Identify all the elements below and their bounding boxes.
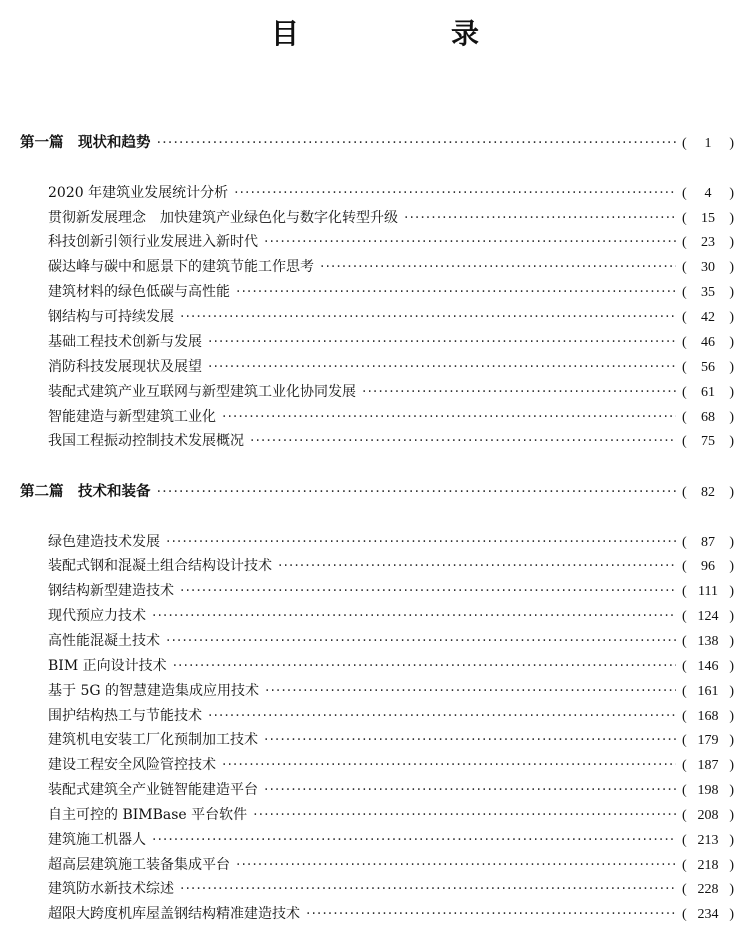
- entry-title: 钢结构与可持续发展: [48, 309, 174, 325]
- page-number: ( 1 ): [682, 136, 734, 151]
- page-number: ( 228 ): [682, 882, 734, 897]
- dot-leader: [157, 132, 677, 154]
- page-number: ( 213 ): [682, 833, 734, 848]
- page-number: ( 124 ): [682, 609, 734, 624]
- toc-entry[interactable]: [48, 331, 734, 353]
- dot-leader: [253, 804, 676, 826]
- entry-title: 碳达峰与碳中和愿景下的建筑节能工作思考: [48, 259, 314, 275]
- entry-title: 装配式建筑产业互联网与新型建筑工业化协同发展: [48, 384, 356, 400]
- dot-leader: [222, 754, 676, 776]
- entry-title: 我国工程振动控制技术发展概况: [48, 433, 244, 449]
- page-number: ( 15 ): [682, 211, 734, 226]
- dot-leader: [173, 655, 676, 677]
- toc-entry[interactable]: [48, 430, 734, 452]
- entry-title: 消防科技发展现状及展望: [48, 359, 202, 375]
- toc-entry[interactable]: [48, 605, 734, 627]
- dot-leader: [166, 630, 676, 652]
- page-number: ( 75 ): [682, 434, 734, 449]
- dot-leader: [208, 356, 676, 378]
- dot-leader: [234, 182, 676, 204]
- toc-entry[interactable]: [48, 829, 734, 851]
- toc-entry[interactable]: [48, 903, 734, 925]
- page-number: ( 161 ): [682, 684, 734, 699]
- page-number: ( 87 ): [682, 535, 734, 550]
- entry-title: 装配式建筑全产业链智能建造平台: [48, 782, 258, 798]
- entry-title: 超限大跨度机库屋盖钢结构精准建造技术: [48, 906, 300, 922]
- toc-entry[interactable]: [48, 705, 734, 727]
- entry-title: 自主可控的 BIMBase 平台软件: [48, 807, 248, 823]
- page-number: ( 4 ): [682, 186, 734, 201]
- page-number: ( 146 ): [682, 659, 734, 674]
- dot-leader: [250, 430, 676, 452]
- toc-entry[interactable]: [48, 381, 734, 403]
- page-number: ( 168 ): [682, 709, 734, 724]
- toc-entry[interactable]: [48, 754, 734, 776]
- dot-leader: [152, 829, 676, 851]
- toc-entry[interactable]: [48, 854, 734, 876]
- dot-leader: [278, 555, 676, 577]
- entry-title: 围护结构热工与节能技术: [48, 708, 202, 724]
- dot-leader: [180, 580, 676, 602]
- entry-title: 智能建造与新型建筑工业化: [48, 409, 216, 425]
- toc-entry[interactable]: [48, 630, 734, 652]
- toc-entry[interactable]: [48, 580, 734, 602]
- toc-entry[interactable]: [48, 231, 734, 253]
- part-heading-2[interactable]: [20, 481, 734, 503]
- toc-entry[interactable]: [48, 281, 734, 303]
- entry-title: 绿色建造技术发展: [48, 534, 160, 550]
- dot-leader: [152, 605, 676, 627]
- toc-entry[interactable]: [48, 406, 734, 428]
- toc-entry[interactable]: [48, 182, 734, 204]
- entry-title: 建设工程安全风险管控技术: [48, 757, 216, 773]
- entry-title: 超高层建筑施工装备集成平台: [48, 857, 230, 873]
- page-number: ( 82 ): [682, 485, 734, 500]
- page-number: ( 68 ): [682, 410, 734, 425]
- entry-title: BIM 正向设计技术: [48, 658, 167, 674]
- page-number: ( 61 ): [682, 385, 734, 400]
- dot-leader: [264, 231, 676, 253]
- dot-leader: [180, 306, 676, 328]
- toc-entry[interactable]: [48, 655, 734, 677]
- dot-leader: [306, 903, 676, 925]
- entry-title: 装配式钢和混凝土组合结构设计技术: [48, 558, 272, 574]
- page-number: ( 208 ): [682, 808, 734, 823]
- page-number: ( 42 ): [682, 310, 734, 325]
- part-title: 第二篇 技术和装备: [20, 484, 151, 500]
- entry-title: 2020 年建筑业发展统计分析: [48, 185, 229, 201]
- page-number: ( 187 ): [682, 758, 734, 773]
- page-number: ( 218 ): [682, 858, 734, 873]
- page-number: ( 179 ): [682, 733, 734, 748]
- toc-entry[interactable]: [48, 804, 734, 826]
- part-heading-1[interactable]: [20, 132, 734, 154]
- page-number: ( 138 ): [682, 634, 734, 649]
- entry-title: 建筑材料的绿色低碳与高性能: [48, 284, 230, 300]
- entry-title: 科技创新引领行业发展进入新时代: [48, 234, 258, 250]
- entry-title: 基于 5G 的智慧建造集成应用技术: [48, 683, 259, 699]
- page-number: ( 111 ): [682, 584, 734, 599]
- entry-title: 建筑施工机器人: [48, 832, 146, 848]
- toc-entry[interactable]: [48, 680, 734, 702]
- toc-entry[interactable]: [48, 207, 734, 229]
- page-number: ( 30 ): [682, 260, 734, 275]
- dot-leader: [264, 779, 676, 801]
- toc-entry[interactable]: [48, 729, 734, 751]
- toc-entry[interactable]: [48, 878, 734, 900]
- page-number: ( 234 ): [682, 907, 734, 922]
- toc-entry[interactable]: [48, 256, 734, 278]
- dot-leader: [180, 878, 676, 900]
- page-title: 目 录: [270, 17, 541, 50]
- toc-entry[interactable]: [48, 555, 734, 577]
- entry-title: 钢结构新型建造技术: [48, 583, 174, 599]
- dot-leader: [265, 680, 676, 702]
- part-title: 第一篇 现状和趋势: [20, 135, 151, 151]
- toc-entry[interactable]: [48, 356, 734, 378]
- entry-title: 高性能混凝土技术: [48, 633, 160, 649]
- page-number: ( 56 ): [682, 360, 734, 375]
- dot-leader: [236, 854, 676, 876]
- entry-title: 建筑机电安装工厂化预制加工技术: [48, 732, 258, 748]
- entry-title: 建筑防水新技术综述: [48, 881, 174, 897]
- dot-leader: [208, 705, 676, 727]
- dot-leader: [222, 406, 676, 428]
- toc-entry[interactable]: [48, 779, 734, 801]
- dot-leader: [404, 207, 676, 229]
- page-number: ( 198 ): [682, 783, 734, 798]
- page-number: ( 23 ): [682, 235, 734, 250]
- dot-leader: [320, 256, 676, 278]
- dot-leader: [236, 281, 676, 303]
- page-number: ( 35 ): [682, 285, 734, 300]
- page-number: ( 46 ): [682, 335, 734, 350]
- page-number: ( 96 ): [682, 559, 734, 574]
- entry-title: 现代预应力技术: [48, 608, 146, 624]
- toc-entry[interactable]: [48, 306, 734, 328]
- toc-entry[interactable]: [48, 531, 734, 553]
- entry-title: 贯彻新发展理念 加快建筑产业绿色化与数字化转型升级: [48, 210, 398, 226]
- dot-leader: [166, 531, 676, 553]
- dot-leader: [208, 331, 676, 353]
- dot-leader: [264, 729, 676, 751]
- dot-leader: [157, 481, 677, 503]
- entry-title: 基础工程技术创新与发展: [48, 334, 202, 350]
- dot-leader: [362, 381, 676, 403]
